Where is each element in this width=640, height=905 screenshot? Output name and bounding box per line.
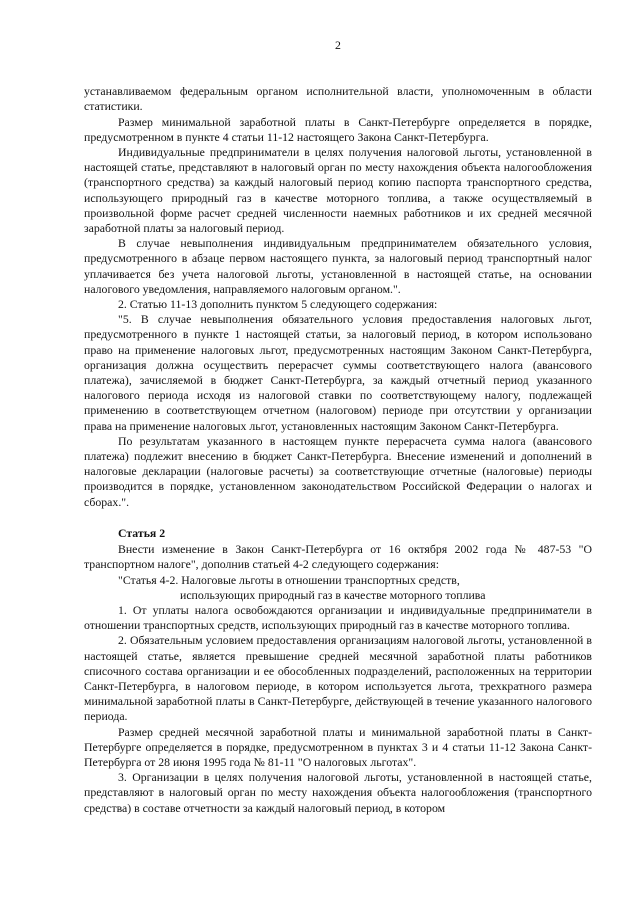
article-4-2-title-line-1: "Статья 4-2. Налоговые льготы в отношении транспортных средств, <box>118 572 460 587</box>
paragraph-recalculation: По результатам указанного в настоящем пункте перерасчета сумма налога (авансового платежа) подлежит внесению в бюджет Санкт-Петербурга. Внесение изменений и дополнений в налоговые декларации (налоговые расчеты) за соответствующие отчетные (налоговые) периоды производится в порядке, установленном законодательством Российской Федерации о налогах и сборах.". <box>84 433 592 509</box>
article-4-2-point-2: 2. Обязательным условием предоставления организациям налоговой льготы, установленной в настоящей статье, является превышение средней месячной заработной платы работников списочного состава организации и ее обособленных подразделений, расположенных на территории Санкт-Петербурга, в налоговом периоде, в котором используется льгота, трехкратного размера минимальной заработной платы в Санкт-Петербурге, действующей в течение указанного налогового периода. <box>84 633 592 724</box>
page-number: 2 <box>335 38 341 52</box>
article-2-heading: Статья 2 <box>118 525 166 540</box>
paragraph-continuation: устанавливаемом федеральным органом исполнительной власти, уполномоченным в области статистики. <box>84 84 592 114</box>
paragraph-point-5: "5. В случае невыполнения обязательного условия предоставления налоговых льгот, предусмотренного в пункте 1 настоящей статьи, за налоговый период, в котором использовано право на применение налоговых льгот, предусмотренных настоящим Законом Санкт-Петербурга, организация должна осуществить перерасчет суммы соответствующего налога (авансового платежа), зачисляемой в бюджет Санкт-Петербурга, за каждый отчетный период указанного налогового периода исходя из налоговой ставки по соответствующему налогу, подлежащей применению в соответствующем отчетном (налоговом) периоде при отсутствии у организации права на применение налоговых льгот, установленных настоящим Законом Санкт-Петербурга. <box>84 312 592 433</box>
article-4-2-title-line-2: использующих природный газ в качестве моторного топлива <box>180 587 486 602</box>
paragraph-minimum-wage: Размер минимальной заработной платы в Санкт-Петербурге определяется в порядке, предусмотренном в пункте 4 статьи 11-12 настоящего Закона Санкт-Петербурга. <box>84 114 592 144</box>
article-4-2-wage-definition: Размер средней месячной заработной платы и минимальной заработной платы в Санкт-Петербурге определяется в порядке, предусмотренном в пунктах 3 и 4 статьи 11-12 Закона Санкт-Петербурга от 28 июня 1995 года № 81-11 "О налоговых льготах". <box>84 724 592 769</box>
paragraph-non-compliance: В случае невыполнения индивидуальным предпринимателем обязательного условия, предусмотренного в абзаце первом настоящего пункта, за налоговый период транспортный налог уплачивается без учета налоговой льготы, установленной в настоящей статье, на основании налогового уведомления, направляемого налоговым органом.". <box>84 236 592 296</box>
paragraph-amend-11-13: 2. Статью 11-13 дополнить пунктом 5 следующего содержания: <box>118 297 438 312</box>
article-4-2-point-1: 1. От уплаты налога освобождаются организации и индивидуальные предприниматели в отношении транспортных средств, использующих природный газ в качестве моторного топлива. <box>84 602 592 633</box>
paragraph-entrepreneurs: Индивидуальные предприниматели в целях получения налоговой льготы, установленной в настоящей статье, представляют в налоговый орган по месту нахождения объекта налогообложения (транспортного средства) за каждый налоговый период копию паспорта транспортного средства, использующего природный газ в качестве моторного топлива, а также осуществляемый в произвольной форме расчет средней численности наемных работников и их средней месячной заработной платы за налоговый период. <box>84 145 592 236</box>
article-2-intro: Внести изменение в Закон Санкт-Петербурга от 16 октября 2002 года № 487-53 "О транспортном налоге", дополнив статьей 4-2 следующего содержания: <box>84 542 592 572</box>
article-4-2-point-3: 3. Организации в целях получения налоговой льготы, установленной в настоящей статье, представляют в налоговый орган по месту нахождения объекта налогообложения (транспортного средства) в составе отчетности за каждый налоговый период, в котором <box>84 770 592 815</box>
